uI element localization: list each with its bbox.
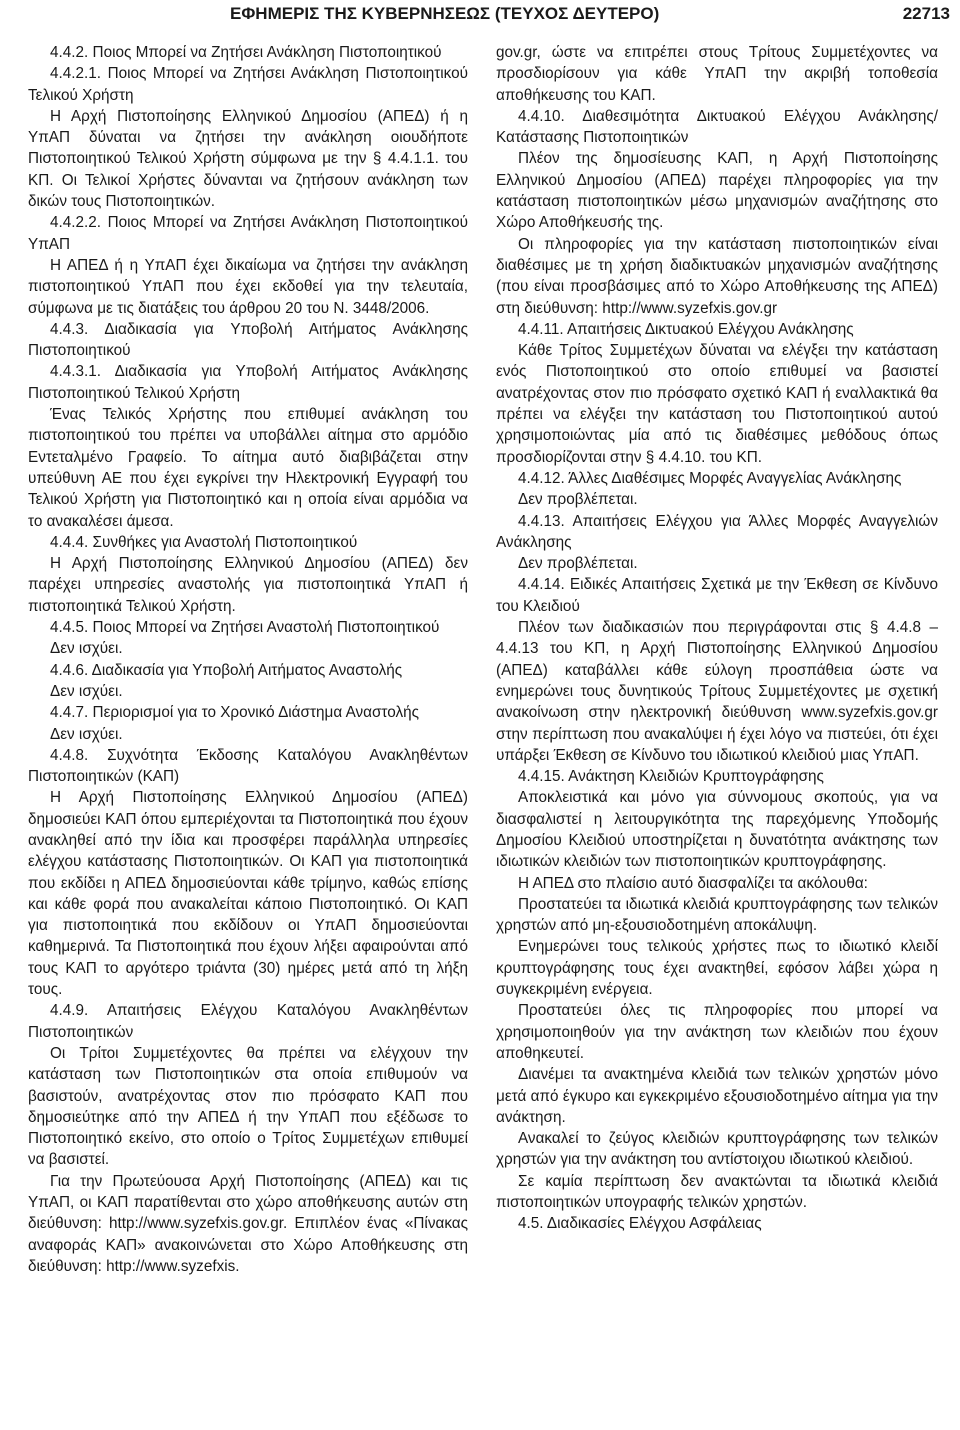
- section-heading: 4.4.7. Περιορισμοί για το Χρονικό Διάστημα Αναστολής: [50, 704, 420, 722]
- paragraph: Δεν ισχύει.: [50, 640, 123, 658]
- page-header: [230, 4, 950, 30]
- section-heading: 4.4.2.1. Ποιος Μπορεί να Ζητήσει Ανάκληση Πιστοποιητικού Τελικού Χρήστη: [28, 65, 468, 104]
- paragraph: Οι πληροφορίες για την κατάσταση πιστοποιητικών είναι διαθέσιμες με τη χρήση διαδικτυακών μηχανισμών αναζήτησης (που είναι προσβάσιμες από το Χώρο Αποθήκευσης της ΑΠΕΔ) στη διεύθυνση: http://www.syzefxis.gov.gr: [496, 235, 938, 317]
- paragraph: Αποκλειστικά και μόνο για σύννομους σκοπούς, για να διασφαλιστεί η λειτουργικότητα της παρεχόμενης Υποδομής Δημοσίου Κλειδιού υποστηρίζεται η δυνατότητα ανάκτησης των ιδιωτικών κλειδιών των πιστοποιητικών κρυπτογράφησης.: [496, 789, 938, 871]
- page-number: 22713: [902, 4, 950, 23]
- section-heading: 4.4.2.2. Ποιος Μπορεί να Ζητήσει Ανάκληση Πιστοποιητικού ΥπΑΠ: [28, 214, 468, 253]
- section-heading: 4.4.10. Διαθεσιμότητα Δικτυακού Ελέγχου Ανάκλησης/Κατάστασης Πιστοποιητικών: [496, 107, 938, 147]
- paragraph: Διανέμει τα ανακτημένα κλειδιά των τελικών χρηστών μόνο μετά από έγκυρο και εγκεκριμένο εξουσιοδοτημένο αίτημα για την ανάκτηση.: [496, 1066, 938, 1126]
- section-heading: 4.4.9. Απαιτήσεις Ελέγχου Καταλόγου Ανακληθέντων Πιστοποιητικών: [28, 1002, 468, 1041]
- paragraph: Σε καμία περίπτωση δεν ανακτώνται τα ιδιωτικά κλειδιά πιστοποιητικών υπογραφής τελικών χρηστών.: [496, 1172, 938, 1212]
- section-heading: 4.4.8. Συχνότητα Έκδοσης Καταλόγου Ανακληθέντων Πιστοποιητικών (ΚΑΠ): [28, 746, 468, 786]
- paragraph: Για την Πρωτεύουσα Αρχή Πιστοποίησης (ΑΠΕΔ) και τις ΥπΑΠ, οι ΚΑΠ παρατίθενται στο χώρο αποθήκευσης αυτών στη διεύθυνση: http://www.syzefxis.gov.gr. Επιπλέον ένας «Πίνακας αναφοράς ΚΑΠ» ανακοινώνεται στο Χώρο Αποθήκευσης στη διεύθυνση: http://www.syzefxis.: [28, 1172, 468, 1275]
- paragraph: Ανακαλεί το ζεύγος κλειδιών κρυπτογράφησης των τελικών χρηστών για την ανάκτηση του αντίστοιχου ιδιωτικού κλειδιού.: [496, 1130, 938, 1169]
- section-heading: 4.4.13. Απαιτήσεις Ελέγχου για Άλλες Μορφές Αναγγελιών Ανάκλησης: [496, 512, 938, 551]
- section-heading: 4.4.2. Ποιος Μπορεί να Ζητήσει Ανάκληση Πιστοποιητικού: [50, 44, 442, 61]
- paragraph: Ενημερώνει τους τελικούς χρήστες πως το ιδιωτικό κλειδί κρυπτογράφησης τους έχει ανακτηθεί, εφόσον λάβει χώρα η συγκεκριμένη ενέργεια.: [496, 938, 938, 999]
- section-heading: 4.4.15. Ανάκτηση Κλειδιών Κρυπτογράφησης: [518, 768, 824, 786]
- paragraph: Η Αρχή Πιστοποίησης Ελληνικού Δημοσίου (ΑΠΕΔ) δημοσιεύει ΚΑΠ όπου εμπεριέχονται τα Πιστοποιητικά που έχουν ανακληθεί από την ίδια και προσφέρει παράλληλα υπηρεσίες ελέγχου κατάστασης Πιστοποιητικών. Οι ΚΑΠ για πιστοποιητικά που εκδίδει η ΑΠΕΔ δημοσιεύονται κάθε τρίμηνο, καθώς επίσης και κάθε φορά που ανακαλείται κάποιο Πιστοποιητικό. Οι ΚΑΠ για πιστοποιητικά που εκδίδουν οι ΥπΑΠ δημοσιεύονται καθημερινά. Τα Πιστοποιητικά που έχουν λήξει αφαιρούνται από τους ΚΑΠ το αργότερο τριάντα (30) ημέρες μετά από τη λήξη τους.: [28, 789, 468, 999]
- paragraph: Η ΑΠΕΔ στο πλαίσιο αυτό διασφαλίζει τα ακόλουθα:: [518, 874, 868, 892]
- section-heading: 4.4.3.1. Διαδικασία για Υποβολή Αιτήματος Ανάκλησης Πιστοποιητικού Τελικού Χρήστη: [28, 363, 468, 402]
- paragraph: Η ΑΠΕΔ ή η ΥπΑΠ έχει δικαίωμα να ζητήσει την ανάκληση πιστοποιητικού ΥπΑΠ που έχει εκδοθεί για την τελευταία, σύμφωνα με τις διατάξεις του άρθρου 20 του Ν. 3448/2006.: [28, 256, 468, 317]
- section-heading: 4.4.5. Ποιος Μπορεί να Ζητήσει Αναστολή Πιστοποιητικού: [50, 619, 440, 637]
- paragraph: Δεν ισχύει.: [50, 682, 123, 700]
- right-column: [496, 42, 938, 1235]
- paragraph: Ένας Τελικός Χρήστης που επιθυμεί ανάκληση του πιστοποιητικού του πρέπει να υποβάλλει αίτημα στο αρμόδιο Εντεταλμένο Γραφείο. Το αίτημα αυτό διαβιβάζεται στην υπεύθυνη ΑΕ που έχει εγκρίνει την Ηλεκτρονική Εγγραφή του Τελικού Χρήστη για Πιστοποιητικό και η οποία είναι αρμόδια να το ανακαλέσει άμεσα.: [28, 406, 468, 530]
- section-heading: 4.4.4. Συνθήκες για Αναστολή Πιστοποιητικού: [50, 533, 358, 551]
- gazette-title: ΕΦΗΜΕΡΙΣ ΤΗΣ ΚΥΒΕΡΝΗΣΕΩΣ (ΤΕΥΧΟΣ ΔΕΥΤΕΡΟ): [230, 4, 660, 23]
- paragraph: Δεν προβλέπεται.: [518, 491, 638, 509]
- paragraph: gov.gr, ώστε να επιτρέπει στους Τρίτους Συμμετέχοντες να προσδιορίσουν για κάθε ΥπΑΠ την ακριβή τοποθεσία αποθήκευσης του ΚΑΠ.: [496, 44, 938, 104]
- section-heading: 4.4.11. Απαιτήσεις Δικτυακού Ελέγχου Ανάκλησης: [518, 320, 854, 338]
- paragraph: Κάθε Τρίτος Συμμετέχων δύναται να ελέγξει την κατάσταση ενός Πιστοποιητικού στο οποίο επιθυμεί να βασιστεί ανατρέχοντας στον πιο πρόσφατο σχετικό ΚΑΠ ή εναλλακτικά θα πρέπει να ελέγξει την κατάσταση του Πιστοποιητικού αυτού χρησιμοποιώντας μία από τις διαθέσιμες μεθόδους όπως προσδιορίζονται στην § 4.4.10. του ΚΠ.: [496, 342, 938, 466]
- paragraph: Δεν προβλέπεται.: [518, 555, 638, 573]
- paragraph: Προστατεύει όλες τις πληροφορίες που μπορεί να χρησιμοποιηθούν για την ανάκτηση των κλειδιών που έχουν αποθηκευτεί.: [496, 1002, 938, 1062]
- section-heading: 4.4.6. Διαδικασία για Υποβολή Αιτήματος Αναστολής: [50, 661, 403, 679]
- section-heading: 4.5. Διαδικασίες Ελέγχου Ασφάλειας: [518, 1215, 762, 1233]
- section-heading: 4.4.3. Διαδικασία για Υποβολή Αιτήματος Ανάκλησης Πιστοποιητικού: [28, 320, 468, 360]
- paragraph: Η Αρχή Πιστοποίησης Ελληνικού Δημοσίου (ΑΠΕΔ) ή η ΥπΑΠ δύναται να ζητήσει την ανάκληση οιουδήποτε Πιστοποιητικού Τελικού Χρήστη σύμφωνα με την § 4.4.1.1. του ΚΠ. Οι Τελικοί Χρήστες δύνανται να ζητήσουν ανάκληση των δικών τους Πιστοποιητικών.: [28, 107, 468, 211]
- paragraph: Προστατεύει τα ιδιωτικά κλειδιά κρυπτογράφησης των τελικών χρηστών από μη-εξουσιοδοτημένη αποκάλυψη.: [496, 895, 938, 935]
- paragraph: Δεν ισχύει.: [50, 725, 123, 743]
- paragraph: Οι Τρίτοι Συμμετέχοντες θα πρέπει να ελέγχουν την κατάσταση των Πιστοποιητικών στα οποία επιθυμούν να βασιστούν, ανατρέχοντας στον πιο πρόσφατο ΚΑΠ που δημοσιεύτηκε από την ΑΠΕΔ ή την ΥπΑΠ που εξέδωσε το Πιστοποιητικό εκείνο, στο οποίο ο Τρίτος Συμμετέχων επιθυμεί να βασιστεί.: [28, 1044, 468, 1169]
- paragraph: Η Αρχή Πιστοποίησης Ελληνικού Δημοσίου (ΑΠΕΔ) δεν παρέχει υπηρεσίες αναστολής για πιστοποιητικά ΥπΑΠ ή πιστοποιητικά Τελικού Χρήστη.: [28, 555, 468, 615]
- left-column: [28, 42, 468, 1277]
- section-heading: 4.4.14. Ειδικές Απαιτήσεις Σχετικά με την Έκθεση σε Κίνδυνο του Κλειδιού: [496, 576, 938, 615]
- paragraph: Πλέον της δημοσίευσης ΚΑΠ, η Αρχή Πιστοποίησης Ελληνικού Δημοσίου (ΑΠΕΔ) παρέχει πληροφορίες για την κατάσταση πιστοποιητικών μέσω μηχανισμών αναζήτησης στο Χώρο Αποθήκευσής της.: [496, 150, 938, 232]
- paragraph: Πλέον των διαδικασιών που περιγράφονται στις § 4.4.8 – 4.4.13 του ΚΠ, η Αρχή Πιστοποίησης Ελληνικού Δημοσίου (ΑΠΕΔ) καταβάλλει κάθε εύλογη προσπάθεια ώστε να ενημερώνει τους δυνητικούς Τρίτους Συμμετέχοντες με σχετική ανακοίνωση στην ηλεκτρονική διεύθυνση www.syzefxis.gov.gr στην περίπτωση που ανακαλύψει ή έχει λόγο να πιστεύει, ότι έχει υπάρξει Έκθεση σε Κίνδυνο του ιδιωτικού κλειδιού μιας ΥπΑΠ.: [496, 619, 938, 764]
- section-heading: 4.4.12. Άλλες Διαθέσιμες Μορφές Αναγγελίας Ανάκλησης: [518, 469, 902, 487]
